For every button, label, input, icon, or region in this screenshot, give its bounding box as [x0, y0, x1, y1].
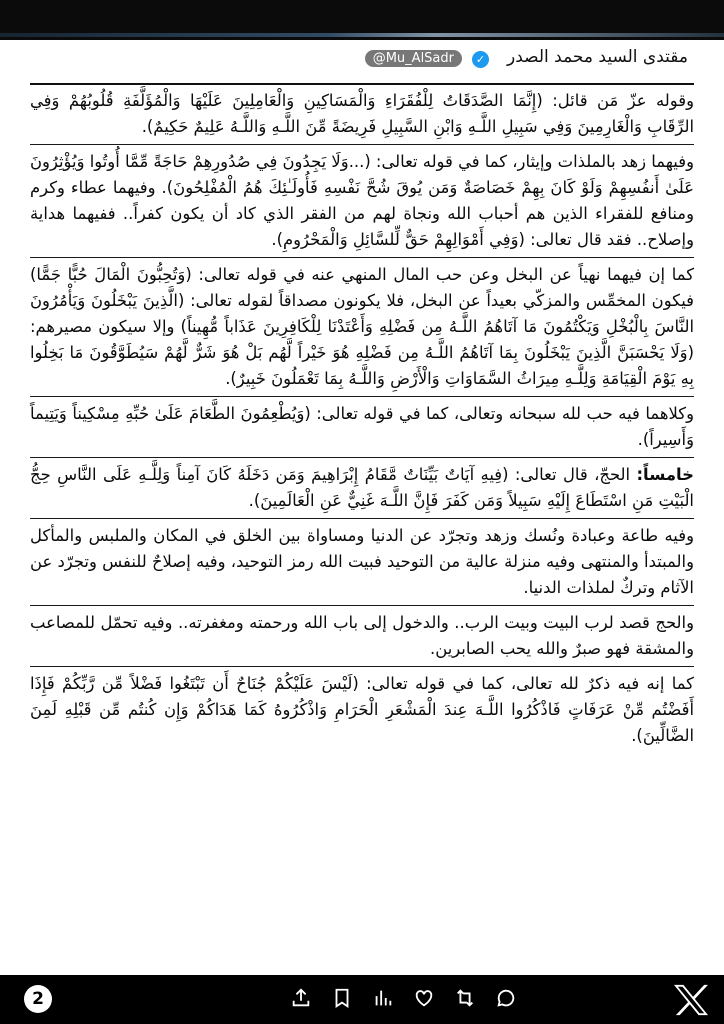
footer-bar: [0, 975, 724, 1024]
views-icon[interactable]: [372, 987, 394, 1009]
paragraph: كما إنه فيه ذكرٌ لله تعالى، كما في قوله تعالى: (لَيْسَ عَلَيْكُمْ جُنَاحٌ أَن تَبْتَغُوا فَضْلاً مِّن رَّبِّكُمْ فَإِذَا أَفَضْتُم مِّنْ عَرَفَاتٍ فَاذْكُرُوا اللَّـهَ عِندَ الْمَشْعَرِ الْحَرَامِ وَاذْكُرُوهُ كَمَا هَدَاكُمْ وَإِن كُنتُم مِّن قَبْلِهِ لَمِنَ الضَّالِّينَ).: [30, 674, 694, 745]
post-header: [30, 43, 694, 85]
share-icon[interactable]: [290, 987, 312, 1009]
paragraph: وكلاهما فيه حب لله سبحانه وتعالى، كما في قوله تعالى: (وَيُطْعِمُونَ الطَّعَامَ عَلَىٰ حُبِّهِ مِسْكِيناً وَيَتِيماً وَأَسِيراً).: [30, 401, 694, 458]
page-number: 2: [24, 985, 52, 1013]
reply-icon[interactable]: [495, 987, 517, 1009]
like-icon[interactable]: [413, 987, 435, 1009]
repost-icon[interactable]: [454, 987, 476, 1009]
action-bar: [290, 987, 517, 1009]
verified-badge-icon: ✓: [472, 51, 489, 68]
author-name[interactable]: مقتدى السيد محمد الصدر: [506, 47, 688, 67]
section-lead: خامساً:: [636, 465, 694, 484]
paragraph: والحج قصد لرب البيت وبيت الرب.. والدخول إلى باب الله ورحمته ومغفرته.. وفيه تحمّل للمصاعب والمشقة فهو صبرٌ والله يحب الصابرين.: [30, 610, 694, 667]
paragraph: وفيهما زهد بالملذات وإيثار، كما في قوله تعالى: (...وَلَا يَجِدُونَ فِي صُدُورِهِمْ حَاجَةً مِّمَّا أُوتُوا وَيُؤْثِرُونَ عَلَىٰ أَنفُسِهِمْ وَلَوْ كَانَ بِهِمْ خَصَاصَةٌ وَمَن يُوقَ شُحَّ نَفْسِهِ فَأُولَـٰئِكَ هُمُ الْمُفْلِحُونَ). وفيهما عطاء وكرم ومنافع للفقراء الذين هم أحباب الله ونجاة لهم من الفقر الذي كاد أن يكون كفراً.. ففيهما هداية وإصلاح.. فقد قال تعالى: (وَفِي أَمْوَالِهِمْ حَقٌّ لِّلسَّائِلِ وَالْمَحْرُومِ).: [30, 149, 694, 258]
x-logo-icon: [672, 983, 710, 1017]
author-handle[interactable]: @Mu_AlSadr: [365, 50, 462, 67]
paragraph: وقوله عزّ مَن قائل: (إِنَّمَا الصَّدَقَاتُ لِلْفُقَرَاءِ وَالْمَسَاكِينِ وَالْعَامِلِينَ عَلَيْهَا وَالْمُؤَلَّفَةِ قُلُوبُهُمْ وَفِي الرِّقَابِ وَالْغَارِمِينَ وَفِي سَبِيلِ اللَّـهِ وَابْنِ السَّبِيلِ فَرِيضَةً مِّنَ اللَّـهِ وَاللَّـهُ عَلِيمٌ حَكِيمٌ).: [30, 88, 694, 145]
bookmark-icon[interactable]: [331, 987, 353, 1009]
post-body: [30, 88, 694, 978]
paragraph: خامساً: الحجّ، قال تعالى: (فِيهِ آيَاتٌ بَيِّنَاتٌ مَّقَامُ إِبْرَاهِيمَ وَمَن دَخَلَهُ كَانَ آمِناً وَلِلَّـهِ عَلَى النَّاسِ حِجُّ الْبَيْتِ مَنِ اسْتَطَاعَ إِلَيْهِ سَبِيلاً وَمَن كَفَرَ فَإِنَّ اللَّـهَ غَنِيٌّ عَنِ الْعَالَمِينَ).: [30, 462, 694, 519]
top-bar-streak: [0, 33, 724, 37]
paragraph: وفيه طاعة وعبادة ونُسك وزهد وتجرّد عن الدنيا ومساواة بين الخلق في المكان والملبس والمأكل والمبتدأ والمنتهى وفيه منزلة عالية من التوحيد فبيت الله رمز التوحيد، وفيه إصلاحٌ للنفس وتجرّد عن الآثام وتركٌ لملذات الدنيا.: [30, 523, 694, 606]
paragraph: كما إن فيهما نهياً عن البخل وعن حب المال المنهي عنه في قوله تعالى: (وَتُحِبُّونَ الْمَالَ حُبًّا جَمًّا) فيكون المخمِّس والمزكّي بعيداً عن البخل، فلا يكونون مصداقاً لقوله تعالى: (الَّذِينَ يَبْخَلُونَ وَيَأْمُرُونَ النَّاسَ بِالْبُخْلِ وَيَكْتُمُونَ مَا آتَاهُمُ اللَّـهُ مِن فَضْلِهِ وَأَعْتَدْنَا لِلْكَافِرِينَ عَذَاباً مُّهِيناً) وإلا سيكون مصيرهم: (وَلَا يَحْسَبَنَّ الَّذِينَ يَبْخَلُونَ بِمَا آتَاهُمُ اللَّـهُ مِن فَضْلِهِ هُوَ خَيْراً لَّهُم بَلْ هُوَ شَرٌّ لَّهُمْ سَيُطَوَّقُونَ مَا بَخِلُوا بِهِ يَوْمَ الْقِيَامَةِ وَلِلَّـهِ مِيرَاثُ السَّمَاوَاتِ وَالْأَرْضِ وَاللَّـهُ بِمَا تَعْمَلُونَ خَبِيرٌ).: [30, 262, 694, 397]
top-bar: [0, 0, 724, 40]
